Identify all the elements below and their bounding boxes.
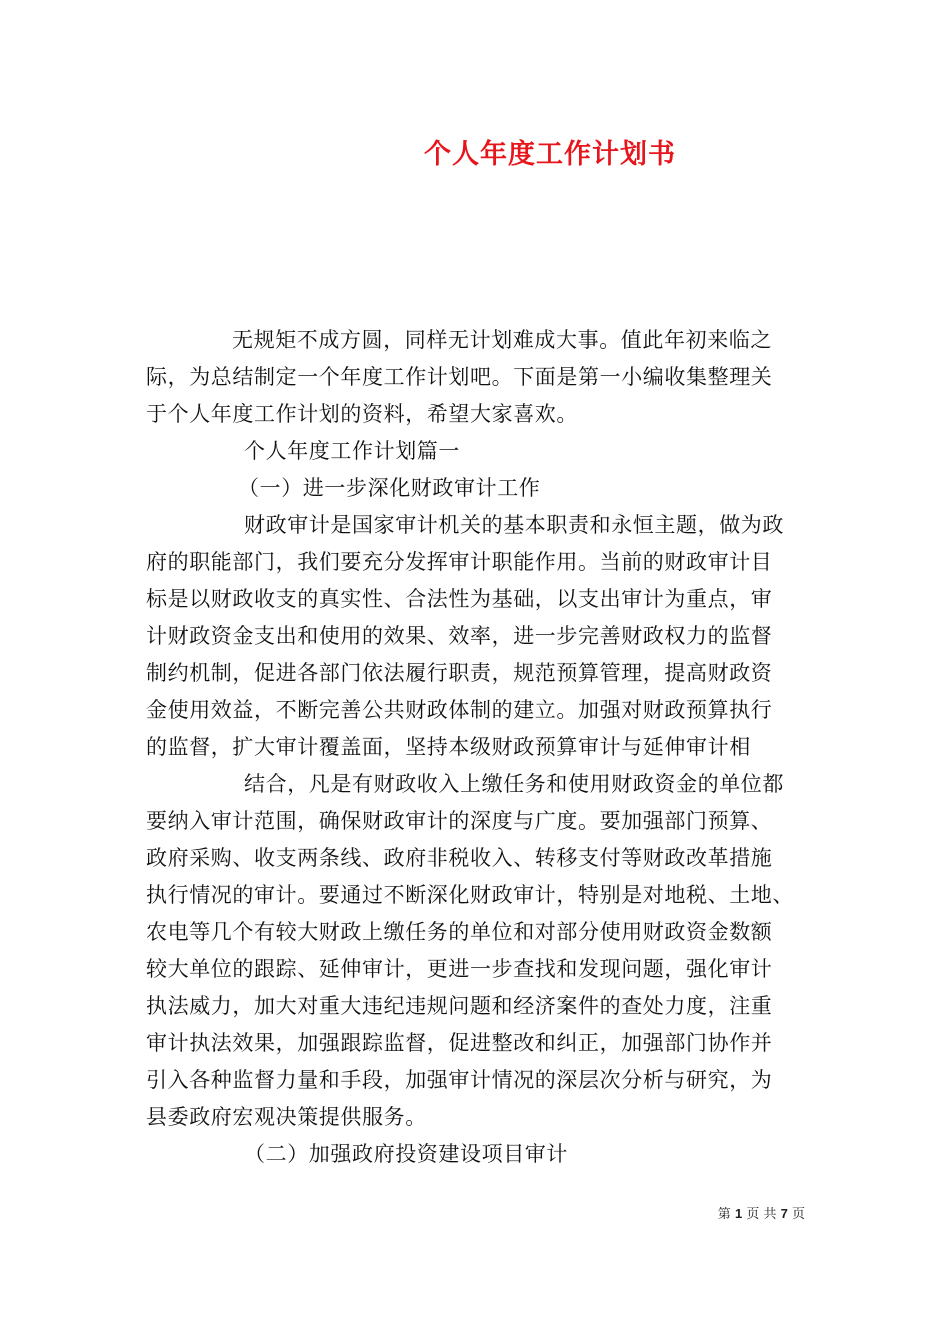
body-line: 结合，凡是有财政收入上缴任务和使用财政资金的单位都 — [244, 772, 784, 796]
body-line: 审计执法效果，加强跟踪监督，促进整改和纠正，加强部门协作并 — [146, 1031, 773, 1055]
subsection-heading: （二）加强政府投资建设项目审计 — [244, 1142, 568, 1166]
body-line: 要纳入审计范围，确保财政审计的深度与广度。要加强部门预算、 — [146, 809, 773, 833]
subsection-heading: （一）进一步深化财政审计工作 — [238, 476, 541, 500]
body-line: 较大单位的跟踪、延伸审计，更进一步查找和发现问题，强化审计 — [146, 957, 773, 981]
footer-middle: 页 共 — [746, 1207, 777, 1222]
body-line: 执行情况的审计。要通过不断深化财政审计，特别是对地税、土地、 — [146, 883, 794, 907]
page-number-footer — [718, 1203, 805, 1222]
body-line: 农电等几个有较大财政上缴任务的单位和对部分使用财政资金数额 — [146, 920, 773, 944]
current-page-number: 1 — [734, 1206, 743, 1221]
body-line: 财政审计是国家审计机关的基本职责和永恒主题，做为政 — [244, 513, 784, 537]
body-line: 执法威力，加大对重大违纪违规问题和经济案件的查处力度，注重 — [146, 994, 773, 1018]
body-line: 金使用效益，不断完善公共财政体制的建立。加强对财政预算执行 — [146, 698, 773, 722]
footer-prefix: 第 — [717, 1207, 731, 1222]
body-line: 县委政府宏观决策提供服务。 — [146, 1105, 427, 1129]
body-line: 计财政资金支出和使用的效果、效率，进一步完善财政权力的监督 — [146, 624, 773, 648]
body-line: 际，为总结制定一个年度工作计划吧。下面是第一小编收集整理关 — [146, 365, 773, 389]
body-line: 无规矩不成方圆，同样无计划难成大事。值此年初来临之 — [232, 328, 772, 352]
body-line: 标是以财政收支的真实性、合法性为基础，以支出审计为重点，审 — [146, 587, 773, 611]
total-page-number: 7 — [780, 1206, 788, 1221]
page-title: 个人年度工作计划书 — [424, 139, 676, 170]
body-line: 府的职能部门，我们要充分发挥审计职能作用。当前的财政审计目 — [146, 550, 773, 574]
body-line: 制约机制，促进各部门依法履行职责，规范预算管理，提高财政资 — [146, 661, 773, 685]
footer-suffix: 页 — [791, 1207, 805, 1222]
section-heading: 个人年度工作计划篇一 — [244, 439, 460, 463]
body-line: 的监督，扩大审计覆盖面，坚持本级财政预算审计与延伸审计相 — [146, 735, 751, 759]
body-line: 政府采购、收支两条线、政府非税收入、转移支付等财政改革措施 — [146, 846, 773, 870]
body-line: 引入各种监督力量和手段，加强审计情况的深层次分析与研究，为 — [146, 1068, 773, 1092]
body-line: 于个人年度工作计划的资料，希望大家喜欢。 — [146, 402, 578, 426]
